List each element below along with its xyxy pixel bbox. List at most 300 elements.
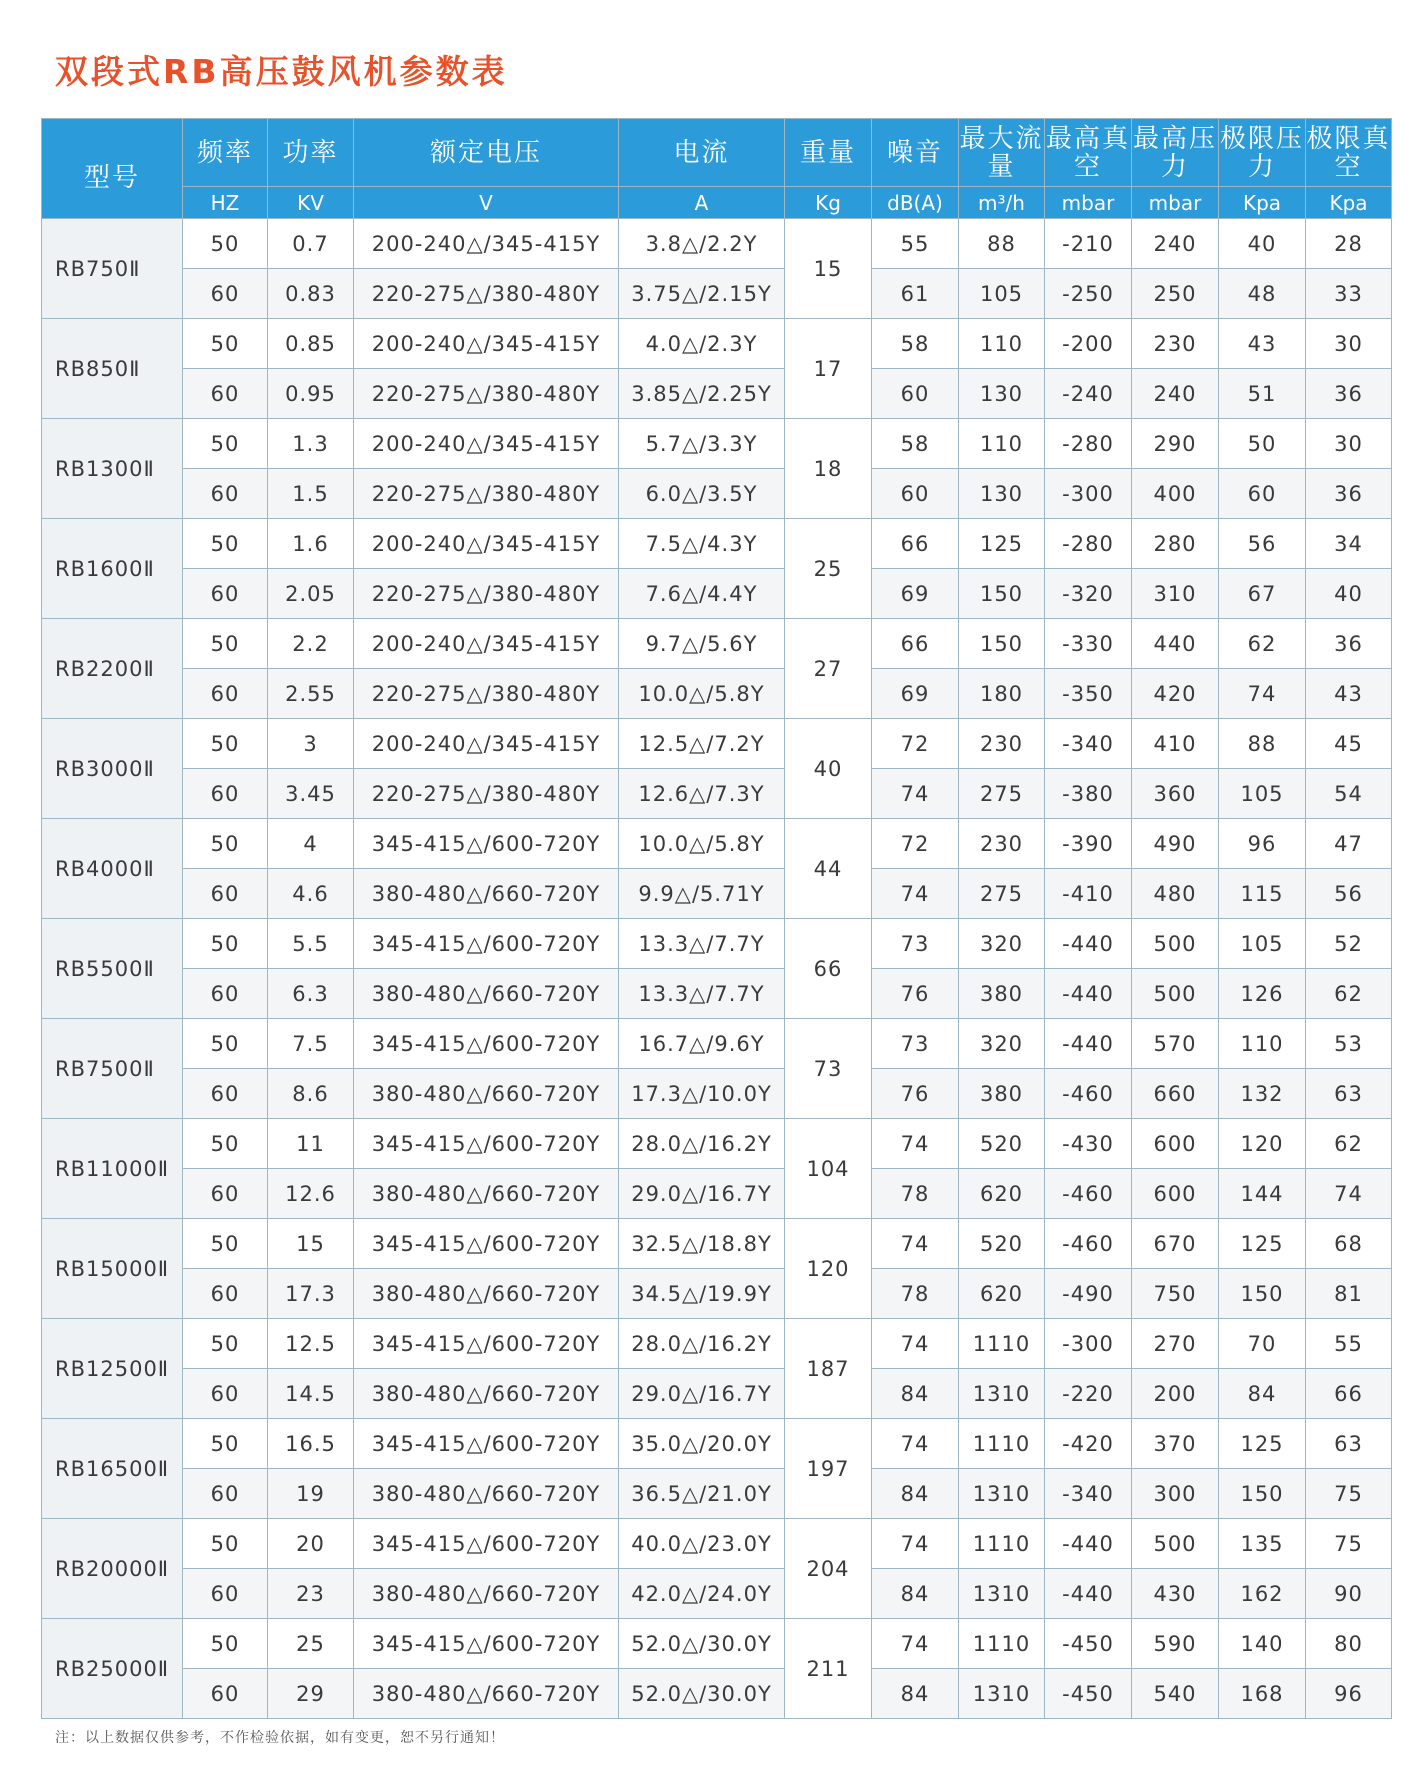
max-pressure-cell: 250 bbox=[1132, 269, 1219, 319]
noise-cell: 84 bbox=[872, 1569, 959, 1619]
max-vacuum-cell: -460 bbox=[1045, 1169, 1132, 1219]
limit-pressure-cell: 56 bbox=[1219, 519, 1306, 569]
max-pressure-cell: 440 bbox=[1132, 619, 1219, 669]
limit-vacuum-cell: 74 bbox=[1306, 1169, 1392, 1219]
table-row bbox=[42, 269, 1392, 319]
current-cell: 34.5△/19.9Y bbox=[619, 1269, 785, 1319]
frequency-cell: 60 bbox=[183, 1069, 268, 1119]
max-flow-cell: 130 bbox=[959, 369, 1045, 419]
voltage-cell: 200-240△/345-415Y bbox=[354, 519, 619, 569]
unit-max-flow: m³/h bbox=[959, 187, 1045, 219]
unit-max-vacuum: mbar bbox=[1045, 187, 1132, 219]
power-cell: 23 bbox=[268, 1569, 354, 1619]
noise-cell: 76 bbox=[872, 1069, 959, 1119]
weight-cell: 44 bbox=[785, 819, 872, 919]
header-limit-vacuum: 极限真空 bbox=[1306, 119, 1392, 187]
table-row bbox=[42, 1169, 1392, 1219]
max-flow-cell: 110 bbox=[959, 419, 1045, 469]
table-row bbox=[42, 219, 1392, 269]
limit-vacuum-cell: 30 bbox=[1306, 419, 1392, 469]
voltage-cell: 345-415△/600-720Y bbox=[354, 1319, 619, 1369]
header-noise: 噪音 bbox=[872, 119, 959, 187]
table-row bbox=[42, 869, 1392, 919]
max-flow-cell: 180 bbox=[959, 669, 1045, 719]
table-row bbox=[42, 1419, 1392, 1469]
limit-vacuum-cell: 96 bbox=[1306, 1669, 1392, 1719]
max-pressure-cell: 240 bbox=[1132, 369, 1219, 419]
table-row bbox=[42, 1519, 1392, 1569]
max-vacuum-cell: -450 bbox=[1045, 1669, 1132, 1719]
voltage-cell: 380-480△/660-720Y bbox=[354, 1469, 619, 1519]
voltage-cell: 220-275△/380-480Y bbox=[354, 769, 619, 819]
limit-pressure-cell: 110 bbox=[1219, 1019, 1306, 1069]
current-cell: 12.5△/7.2Y bbox=[619, 719, 785, 769]
max-pressure-cell: 410 bbox=[1132, 719, 1219, 769]
max-flow-cell: 275 bbox=[959, 769, 1045, 819]
current-cell: 36.5△/21.0Y bbox=[619, 1469, 785, 1519]
max-vacuum-cell: -420 bbox=[1045, 1419, 1132, 1469]
weight-cell: 27 bbox=[785, 619, 872, 719]
current-cell: 13.3△/7.7Y bbox=[619, 919, 785, 969]
frequency-cell: 50 bbox=[183, 1419, 268, 1469]
noise-cell: 78 bbox=[872, 1169, 959, 1219]
limit-vacuum-cell: 54 bbox=[1306, 769, 1392, 819]
limit-vacuum-cell: 62 bbox=[1306, 1119, 1392, 1169]
max-pressure-cell: 570 bbox=[1132, 1019, 1219, 1069]
max-flow-cell: 520 bbox=[959, 1119, 1045, 1169]
max-flow-cell: 230 bbox=[959, 719, 1045, 769]
table-row bbox=[42, 719, 1392, 769]
limit-vacuum-cell: 36 bbox=[1306, 619, 1392, 669]
limit-pressure-cell: 43 bbox=[1219, 319, 1306, 369]
max-flow-cell: 110 bbox=[959, 319, 1045, 369]
frequency-cell: 50 bbox=[183, 219, 268, 269]
voltage-cell: 380-480△/660-720Y bbox=[354, 1269, 619, 1319]
max-flow-cell: 520 bbox=[959, 1219, 1045, 1269]
frequency-cell: 60 bbox=[183, 669, 268, 719]
limit-vacuum-cell: 63 bbox=[1306, 1069, 1392, 1119]
voltage-cell: 380-480△/660-720Y bbox=[354, 1069, 619, 1119]
power-cell: 3 bbox=[268, 719, 354, 769]
limit-vacuum-cell: 52 bbox=[1306, 919, 1392, 969]
noise-cell: 74 bbox=[872, 1419, 959, 1469]
table-row bbox=[42, 1119, 1392, 1169]
power-cell: 8.6 bbox=[268, 1069, 354, 1119]
model-cell: RB25000Ⅱ bbox=[42, 1619, 183, 1719]
limit-vacuum-cell: 45 bbox=[1306, 719, 1392, 769]
max-vacuum-cell: -330 bbox=[1045, 619, 1132, 669]
max-vacuum-cell: -380 bbox=[1045, 769, 1132, 819]
table-row bbox=[42, 1069, 1392, 1119]
voltage-cell: 345-415△/600-720Y bbox=[354, 1219, 619, 1269]
model-cell: RB7500Ⅱ bbox=[42, 1019, 183, 1119]
limit-pressure-cell: 126 bbox=[1219, 969, 1306, 1019]
voltage-cell: 220-275△/380-480Y bbox=[354, 669, 619, 719]
header-frequency: 频率 bbox=[183, 119, 268, 187]
max-vacuum-cell: -460 bbox=[1045, 1219, 1132, 1269]
current-cell: 28.0△/16.2Y bbox=[619, 1319, 785, 1369]
current-cell: 29.0△/16.7Y bbox=[619, 1369, 785, 1419]
limit-pressure-cell: 168 bbox=[1219, 1669, 1306, 1719]
max-pressure-cell: 370 bbox=[1132, 1419, 1219, 1469]
max-pressure-cell: 400 bbox=[1132, 469, 1219, 519]
frequency-cell: 50 bbox=[183, 319, 268, 369]
voltage-cell: 345-415△/600-720Y bbox=[354, 1619, 619, 1669]
max-flow-cell: 1110 bbox=[959, 1419, 1045, 1469]
max-pressure-cell: 290 bbox=[1132, 419, 1219, 469]
noise-cell: 84 bbox=[872, 1369, 959, 1419]
model-cell: RB5500Ⅱ bbox=[42, 919, 183, 1019]
model-cell: RB11000Ⅱ bbox=[42, 1119, 183, 1219]
limit-vacuum-cell: 43 bbox=[1306, 669, 1392, 719]
current-cell: 7.5△/4.3Y bbox=[619, 519, 785, 569]
limit-vacuum-cell: 33 bbox=[1306, 269, 1392, 319]
limit-pressure-cell: 40 bbox=[1219, 219, 1306, 269]
voltage-cell: 200-240△/345-415Y bbox=[354, 619, 619, 669]
limit-pressure-cell: 74 bbox=[1219, 669, 1306, 719]
noise-cell: 55 bbox=[872, 219, 959, 269]
current-cell: 42.0△/24.0Y bbox=[619, 1569, 785, 1619]
frequency-cell: 50 bbox=[183, 619, 268, 669]
power-cell: 14.5 bbox=[268, 1369, 354, 1419]
max-pressure-cell: 240 bbox=[1132, 219, 1219, 269]
unit-frequency: HZ bbox=[183, 187, 268, 219]
voltage-cell: 345-415△/600-720Y bbox=[354, 1419, 619, 1469]
max-pressure-cell: 590 bbox=[1132, 1619, 1219, 1669]
limit-pressure-cell: 135 bbox=[1219, 1519, 1306, 1569]
max-vacuum-cell: -440 bbox=[1045, 1569, 1132, 1619]
model-cell: RB15000Ⅱ bbox=[42, 1219, 183, 1319]
frequency-cell: 50 bbox=[183, 919, 268, 969]
limit-vacuum-cell: 62 bbox=[1306, 969, 1392, 1019]
max-pressure-cell: 500 bbox=[1132, 969, 1219, 1019]
voltage-cell: 380-480△/660-720Y bbox=[354, 969, 619, 1019]
header-max-pressure: 最高压力 bbox=[1132, 119, 1219, 187]
limit-pressure-cell: 125 bbox=[1219, 1419, 1306, 1469]
power-cell: 0.7 bbox=[268, 219, 354, 269]
limit-vacuum-cell: 63 bbox=[1306, 1419, 1392, 1469]
max-pressure-cell: 420 bbox=[1132, 669, 1219, 719]
table-row bbox=[42, 619, 1392, 669]
max-flow-cell: 380 bbox=[959, 1069, 1045, 1119]
limit-vacuum-cell: 55 bbox=[1306, 1319, 1392, 1369]
noise-cell: 66 bbox=[872, 619, 959, 669]
limit-vacuum-cell: 34 bbox=[1306, 519, 1392, 569]
limit-vacuum-cell: 75 bbox=[1306, 1469, 1392, 1519]
max-pressure-cell: 280 bbox=[1132, 519, 1219, 569]
power-cell: 2.2 bbox=[268, 619, 354, 669]
max-flow-cell: 380 bbox=[959, 969, 1045, 1019]
limit-pressure-cell: 140 bbox=[1219, 1619, 1306, 1669]
unit-voltage: V bbox=[354, 187, 619, 219]
current-cell: 9.7△/5.6Y bbox=[619, 619, 785, 669]
max-flow-cell: 130 bbox=[959, 469, 1045, 519]
max-pressure-cell: 430 bbox=[1132, 1569, 1219, 1619]
max-vacuum-cell: -440 bbox=[1045, 1019, 1132, 1069]
max-pressure-cell: 600 bbox=[1132, 1119, 1219, 1169]
noise-cell: 66 bbox=[872, 519, 959, 569]
frequency-cell: 60 bbox=[183, 869, 268, 919]
limit-pressure-cell: 132 bbox=[1219, 1069, 1306, 1119]
max-vacuum-cell: -200 bbox=[1045, 319, 1132, 369]
frequency-cell: 50 bbox=[183, 1219, 268, 1269]
limit-vacuum-cell: 80 bbox=[1306, 1619, 1392, 1669]
unit-limit-pressure: Kpa bbox=[1219, 187, 1306, 219]
max-vacuum-cell: -460 bbox=[1045, 1069, 1132, 1119]
weight-cell: 197 bbox=[785, 1419, 872, 1519]
model-cell: RB750Ⅱ bbox=[42, 219, 183, 319]
max-flow-cell: 1110 bbox=[959, 1619, 1045, 1669]
table-row bbox=[42, 469, 1392, 519]
limit-vacuum-cell: 81 bbox=[1306, 1269, 1392, 1319]
current-cell: 17.3△/10.0Y bbox=[619, 1069, 785, 1119]
unit-current: A bbox=[619, 187, 785, 219]
power-cell: 17.3 bbox=[268, 1269, 354, 1319]
current-cell: 4.0△/2.3Y bbox=[619, 319, 785, 369]
max-flow-cell: 320 bbox=[959, 1019, 1045, 1069]
max-flow-cell: 1110 bbox=[959, 1319, 1045, 1369]
table-row bbox=[42, 319, 1392, 369]
header-max-flow: 最大流量 bbox=[959, 119, 1045, 187]
current-cell: 28.0△/16.2Y bbox=[619, 1119, 785, 1169]
max-vacuum-cell: -300 bbox=[1045, 469, 1132, 519]
noise-cell: 84 bbox=[872, 1469, 959, 1519]
noise-cell: 60 bbox=[872, 369, 959, 419]
frequency-cell: 50 bbox=[183, 819, 268, 869]
limit-pressure-cell: 115 bbox=[1219, 869, 1306, 919]
voltage-cell: 200-240△/345-415Y bbox=[354, 719, 619, 769]
max-pressure-cell: 360 bbox=[1132, 769, 1219, 819]
max-pressure-cell: 200 bbox=[1132, 1369, 1219, 1419]
model-cell: RB3000Ⅱ bbox=[42, 719, 183, 819]
max-flow-cell: 1110 bbox=[959, 1519, 1045, 1569]
noise-cell: 74 bbox=[872, 769, 959, 819]
frequency-cell: 60 bbox=[183, 1669, 268, 1719]
max-flow-cell: 1310 bbox=[959, 1669, 1045, 1719]
current-cell: 10.0△/5.8Y bbox=[619, 819, 785, 869]
power-cell: 0.85 bbox=[268, 319, 354, 369]
power-cell: 1.3 bbox=[268, 419, 354, 469]
table-row bbox=[42, 1219, 1392, 1269]
max-flow-cell: 1310 bbox=[959, 1369, 1045, 1419]
max-vacuum-cell: -340 bbox=[1045, 1469, 1132, 1519]
current-cell: 13.3△/7.7Y bbox=[619, 969, 785, 1019]
noise-cell: 72 bbox=[872, 719, 959, 769]
table-row bbox=[42, 569, 1392, 619]
max-pressure-cell: 490 bbox=[1132, 819, 1219, 869]
max-flow-cell: 125 bbox=[959, 519, 1045, 569]
voltage-cell: 345-415△/600-720Y bbox=[354, 1019, 619, 1069]
max-vacuum-cell: -320 bbox=[1045, 569, 1132, 619]
current-cell: 12.6△/7.3Y bbox=[619, 769, 785, 819]
frequency-cell: 60 bbox=[183, 1369, 268, 1419]
frequency-cell: 50 bbox=[183, 719, 268, 769]
power-cell: 29 bbox=[268, 1669, 354, 1719]
current-cell: 10.0△/5.8Y bbox=[619, 669, 785, 719]
noise-cell: 73 bbox=[872, 919, 959, 969]
limit-vacuum-cell: 66 bbox=[1306, 1369, 1392, 1419]
limit-pressure-cell: 150 bbox=[1219, 1269, 1306, 1319]
max-flow-cell: 105 bbox=[959, 269, 1045, 319]
table-row bbox=[42, 1469, 1392, 1519]
weight-cell: 17 bbox=[785, 319, 872, 419]
frequency-cell: 60 bbox=[183, 369, 268, 419]
power-cell: 25 bbox=[268, 1619, 354, 1669]
max-pressure-cell: 480 bbox=[1132, 869, 1219, 919]
max-vacuum-cell: -220 bbox=[1045, 1369, 1132, 1419]
max-flow-cell: 1310 bbox=[959, 1469, 1045, 1519]
current-cell: 40.0△/23.0Y bbox=[619, 1519, 785, 1569]
weight-cell: 73 bbox=[785, 1019, 872, 1119]
limit-vacuum-cell: 68 bbox=[1306, 1219, 1392, 1269]
table-row bbox=[42, 419, 1392, 469]
model-cell: RB2200Ⅱ bbox=[42, 619, 183, 719]
max-flow-cell: 88 bbox=[959, 219, 1045, 269]
voltage-cell: 220-275△/380-480Y bbox=[354, 569, 619, 619]
max-pressure-cell: 660 bbox=[1132, 1069, 1219, 1119]
limit-pressure-cell: 150 bbox=[1219, 1469, 1306, 1519]
current-cell: 52.0△/30.0Y bbox=[619, 1619, 785, 1669]
model-cell: RB4000Ⅱ bbox=[42, 819, 183, 919]
noise-cell: 74 bbox=[872, 869, 959, 919]
unit-noise: dB(A) bbox=[872, 187, 959, 219]
max-vacuum-cell: -280 bbox=[1045, 419, 1132, 469]
power-cell: 15 bbox=[268, 1219, 354, 1269]
current-cell: 29.0△/16.7Y bbox=[619, 1169, 785, 1219]
frequency-cell: 60 bbox=[183, 969, 268, 1019]
power-cell: 4 bbox=[268, 819, 354, 869]
power-cell: 20 bbox=[268, 1519, 354, 1569]
noise-cell: 84 bbox=[872, 1669, 959, 1719]
voltage-cell: 345-415△/600-720Y bbox=[354, 1519, 619, 1569]
max-vacuum-cell: -210 bbox=[1045, 219, 1132, 269]
weight-cell: 25 bbox=[785, 519, 872, 619]
current-cell: 9.9△/5.71Y bbox=[619, 869, 785, 919]
max-pressure-cell: 230 bbox=[1132, 319, 1219, 369]
table-row bbox=[42, 1619, 1392, 1669]
max-flow-cell: 620 bbox=[959, 1169, 1045, 1219]
frequency-cell: 60 bbox=[183, 469, 268, 519]
header-voltage: 额定电压 bbox=[354, 119, 619, 187]
power-cell: 12.6 bbox=[268, 1169, 354, 1219]
power-cell: 19 bbox=[268, 1469, 354, 1519]
table-row bbox=[42, 1669, 1392, 1719]
max-pressure-cell: 750 bbox=[1132, 1269, 1219, 1319]
noise-cell: 74 bbox=[872, 1219, 959, 1269]
voltage-cell: 345-415△/600-720Y bbox=[354, 919, 619, 969]
header-current: 电流 bbox=[619, 119, 785, 187]
header-weight: 重量 bbox=[785, 119, 872, 187]
limit-pressure-cell: 125 bbox=[1219, 1219, 1306, 1269]
noise-cell: 74 bbox=[872, 1619, 959, 1669]
unit-limit-vacuum: Kpa bbox=[1306, 187, 1392, 219]
max-pressure-cell: 600 bbox=[1132, 1169, 1219, 1219]
max-vacuum-cell: -440 bbox=[1045, 1519, 1132, 1569]
limit-pressure-cell: 51 bbox=[1219, 369, 1306, 419]
max-vacuum-cell: -280 bbox=[1045, 519, 1132, 569]
header-model: 型号 bbox=[42, 119, 183, 219]
current-cell: 16.7△/9.6Y bbox=[619, 1019, 785, 1069]
max-flow-cell: 620 bbox=[959, 1269, 1045, 1319]
unit-power: KV bbox=[268, 187, 354, 219]
max-pressure-cell: 310 bbox=[1132, 569, 1219, 619]
power-cell: 1.5 bbox=[268, 469, 354, 519]
limit-vacuum-cell: 40 bbox=[1306, 569, 1392, 619]
limit-pressure-cell: 48 bbox=[1219, 269, 1306, 319]
frequency-cell: 50 bbox=[183, 419, 268, 469]
weight-cell: 204 bbox=[785, 1519, 872, 1619]
max-flow-cell: 150 bbox=[959, 569, 1045, 619]
limit-vacuum-cell: 36 bbox=[1306, 369, 1392, 419]
power-cell: 2.05 bbox=[268, 569, 354, 619]
frequency-cell: 50 bbox=[183, 519, 268, 569]
model-cell: RB12500Ⅱ bbox=[42, 1319, 183, 1419]
header-limit-pressure: 极限压力 bbox=[1219, 119, 1306, 187]
max-vacuum-cell: -340 bbox=[1045, 719, 1132, 769]
weight-cell: 18 bbox=[785, 419, 872, 519]
current-cell: 3.85△/2.25Y bbox=[619, 369, 785, 419]
power-cell: 3.45 bbox=[268, 769, 354, 819]
max-pressure-cell: 500 bbox=[1132, 1519, 1219, 1569]
limit-vacuum-cell: 28 bbox=[1306, 219, 1392, 269]
voltage-cell: 220-275△/380-480Y bbox=[354, 369, 619, 419]
table-row bbox=[42, 969, 1392, 1019]
max-vacuum-cell: -390 bbox=[1045, 819, 1132, 869]
limit-pressure-cell: 105 bbox=[1219, 919, 1306, 969]
noise-cell: 74 bbox=[872, 1319, 959, 1369]
current-cell: 32.5△/18.8Y bbox=[619, 1219, 785, 1269]
power-cell: 12.5 bbox=[268, 1319, 354, 1369]
footnote: 注：以上数据仅供参考，不作检验依据，如有变更，恕不另行通知！ bbox=[55, 1730, 505, 1746]
model-cell: RB20000Ⅱ bbox=[42, 1519, 183, 1619]
table-row bbox=[42, 669, 1392, 719]
power-cell: 16.5 bbox=[268, 1419, 354, 1469]
voltage-cell: 200-240△/345-415Y bbox=[354, 219, 619, 269]
current-cell: 3.8△/2.2Y bbox=[619, 219, 785, 269]
max-flow-cell: 320 bbox=[959, 919, 1045, 969]
max-vacuum-cell: -410 bbox=[1045, 869, 1132, 919]
power-cell: 0.83 bbox=[268, 269, 354, 319]
max-flow-cell: 275 bbox=[959, 869, 1045, 919]
max-vacuum-cell: -490 bbox=[1045, 1269, 1132, 1319]
limit-pressure-cell: 144 bbox=[1219, 1169, 1306, 1219]
voltage-cell: 345-415△/600-720Y bbox=[354, 1119, 619, 1169]
model-cell: RB1300Ⅱ bbox=[42, 419, 183, 519]
max-flow-cell: 1310 bbox=[959, 1569, 1045, 1619]
weight-cell: 40 bbox=[785, 719, 872, 819]
max-vacuum-cell: -250 bbox=[1045, 269, 1132, 319]
voltage-cell: 220-275△/380-480Y bbox=[354, 469, 619, 519]
current-cell: 35.0△/20.0Y bbox=[619, 1419, 785, 1469]
limit-vacuum-cell: 36 bbox=[1306, 469, 1392, 519]
table-row bbox=[42, 1369, 1392, 1419]
noise-cell: 60 bbox=[872, 469, 959, 519]
model-cell: RB850Ⅱ bbox=[42, 319, 183, 419]
frequency-cell: 60 bbox=[183, 569, 268, 619]
limit-vacuum-cell: 56 bbox=[1306, 869, 1392, 919]
frequency-cell: 60 bbox=[183, 769, 268, 819]
weight-cell: 15 bbox=[785, 219, 872, 319]
max-vacuum-cell: -440 bbox=[1045, 969, 1132, 1019]
frequency-cell: 50 bbox=[183, 1519, 268, 1569]
voltage-cell: 380-480△/660-720Y bbox=[354, 869, 619, 919]
current-cell: 52.0△/30.0Y bbox=[619, 1669, 785, 1719]
current-cell: 6.0△/3.5Y bbox=[619, 469, 785, 519]
max-pressure-cell: 300 bbox=[1132, 1469, 1219, 1519]
max-pressure-cell: 670 bbox=[1132, 1219, 1219, 1269]
noise-cell: 61 bbox=[872, 269, 959, 319]
limit-pressure-cell: 62 bbox=[1219, 619, 1306, 669]
